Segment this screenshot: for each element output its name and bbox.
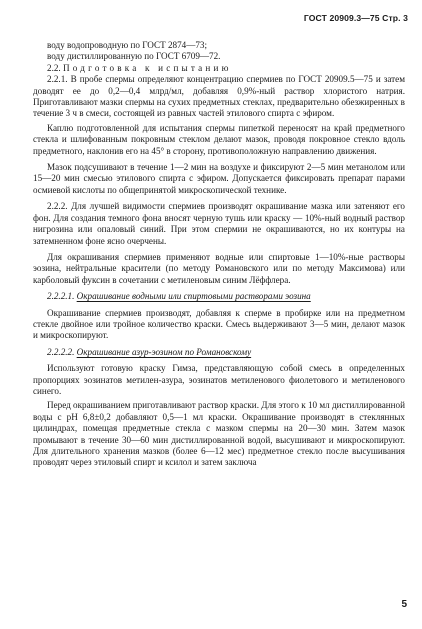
subsection-heading (33, 291, 405, 302)
standard-number: ГОСТ 20909.3—75 (303, 13, 380, 23)
paragraph: воду водопроводную по ГОСТ 2874—73; (47, 40, 207, 50)
subsection-title: Окрашивание водными или спиртовыми растворами эозина (76, 291, 311, 302)
page-label: Стр. 3 (382, 13, 408, 23)
paragraph: 2.2.2. Для лучшей видимости спермиев производят окрашивание мазка или затеняют его фон. Для создания темного фона вносят черную тушь или краску — 10%-ный водный раствор нигрозина или опаловый синий. При этом спермии не окрашиваются, но их контуры на затемненном фоне ясно очерчены. (33, 201, 405, 246)
paragraph: Окрашивание спермиев производят, добавляя к сперме в пробирке или на предметном стекле двойное или тройное количество краски. Смесь выдерживают 3—5 мин, делают мазок и микроскопируют. (33, 307, 405, 341)
subsection-number: 2.2.2.1. (47, 291, 75, 302)
paragraph: воду дистиллированную по ГОСТ 6709—72. (47, 51, 221, 62)
section-number: 2.2. (47, 62, 61, 73)
section-title: Подготовка к испытанию (62, 62, 232, 73)
subsection-number: 2.2.2.2. (47, 346, 75, 357)
section-heading (33, 63, 405, 74)
paragraph: Мазок подсушивают в течение 1—2 мин на воздухе и фиксируют 2—5 мин метанолом или 15—20 мин смесью этилового спирта с эфиром. Допускается фиксировать препарат парами осмиевой кислоты по общепринятой микроскопической технике. (33, 162, 405, 195)
paragraph: Каплю подготовленной для испытания спермы пипеткой переносят на край предметного стекла и шлифованным покровным стеклом делают мазок, проводя покровное стекло вдоль предметного, наклонив его на 45° в сторону, противоположную направлению движения. (33, 122, 405, 156)
document-body (33, 40, 405, 469)
paragraph: Используют готовую краску Гимза, представляющую собой смесь в определенных пропорциях эозинатов метилен-азура, эозинатов метиленового фиолетового и метиленового синего. (33, 363, 405, 396)
paragraph: Для окрашивания спермиев применяют водные или спиртовые 1—10%-ные растворы эозина, нейтральные красители (по методу Романовского или по методу Максимова) или карболовый фуксин в сочетании с метиленовым синим Лёффлера. (33, 251, 405, 285)
paragraph: 2.2.1. В пробе спермы определяют концентрацию спермиев по ГОСТ 20909.5—75 и затем доводят ее до 0,2—0,4 млрд/мл, добавляя 0,9%-ный раствор хлористого натрия. Приготавливают мазки спермы на сухих предметных стеклах, предварительно обезжиренных в течение 3 ч в смеси, состоящей из равных частей этилового спирта с эфиром. (33, 74, 405, 119)
subsection-title: Окрашивание азур-эозином по Романовскому (76, 346, 252, 357)
subsection-heading (33, 347, 405, 358)
page-header (304, 13, 408, 23)
page-number: 5 (401, 599, 407, 610)
paragraph: Перед окрашиванием приготавливают раствор краски. Для этого к 10 мл дистиллированной воды с рН 6,8±0,2 добавляют 0,5—1 мл краски. Окрашивание производят в стеклянных цилиндрах, помещая предметные стекла с мазком спермы на 20—30 мин. Затем мазок промывают в течение 30—60 мин дистиллированной водой, высушивают и микроскопируют. Для длительного хранения мазков (более 6—12 мес) предметное стекло после высушивания проводят через этиловый спирт и ксилол и затем заключа (33, 400, 405, 468)
